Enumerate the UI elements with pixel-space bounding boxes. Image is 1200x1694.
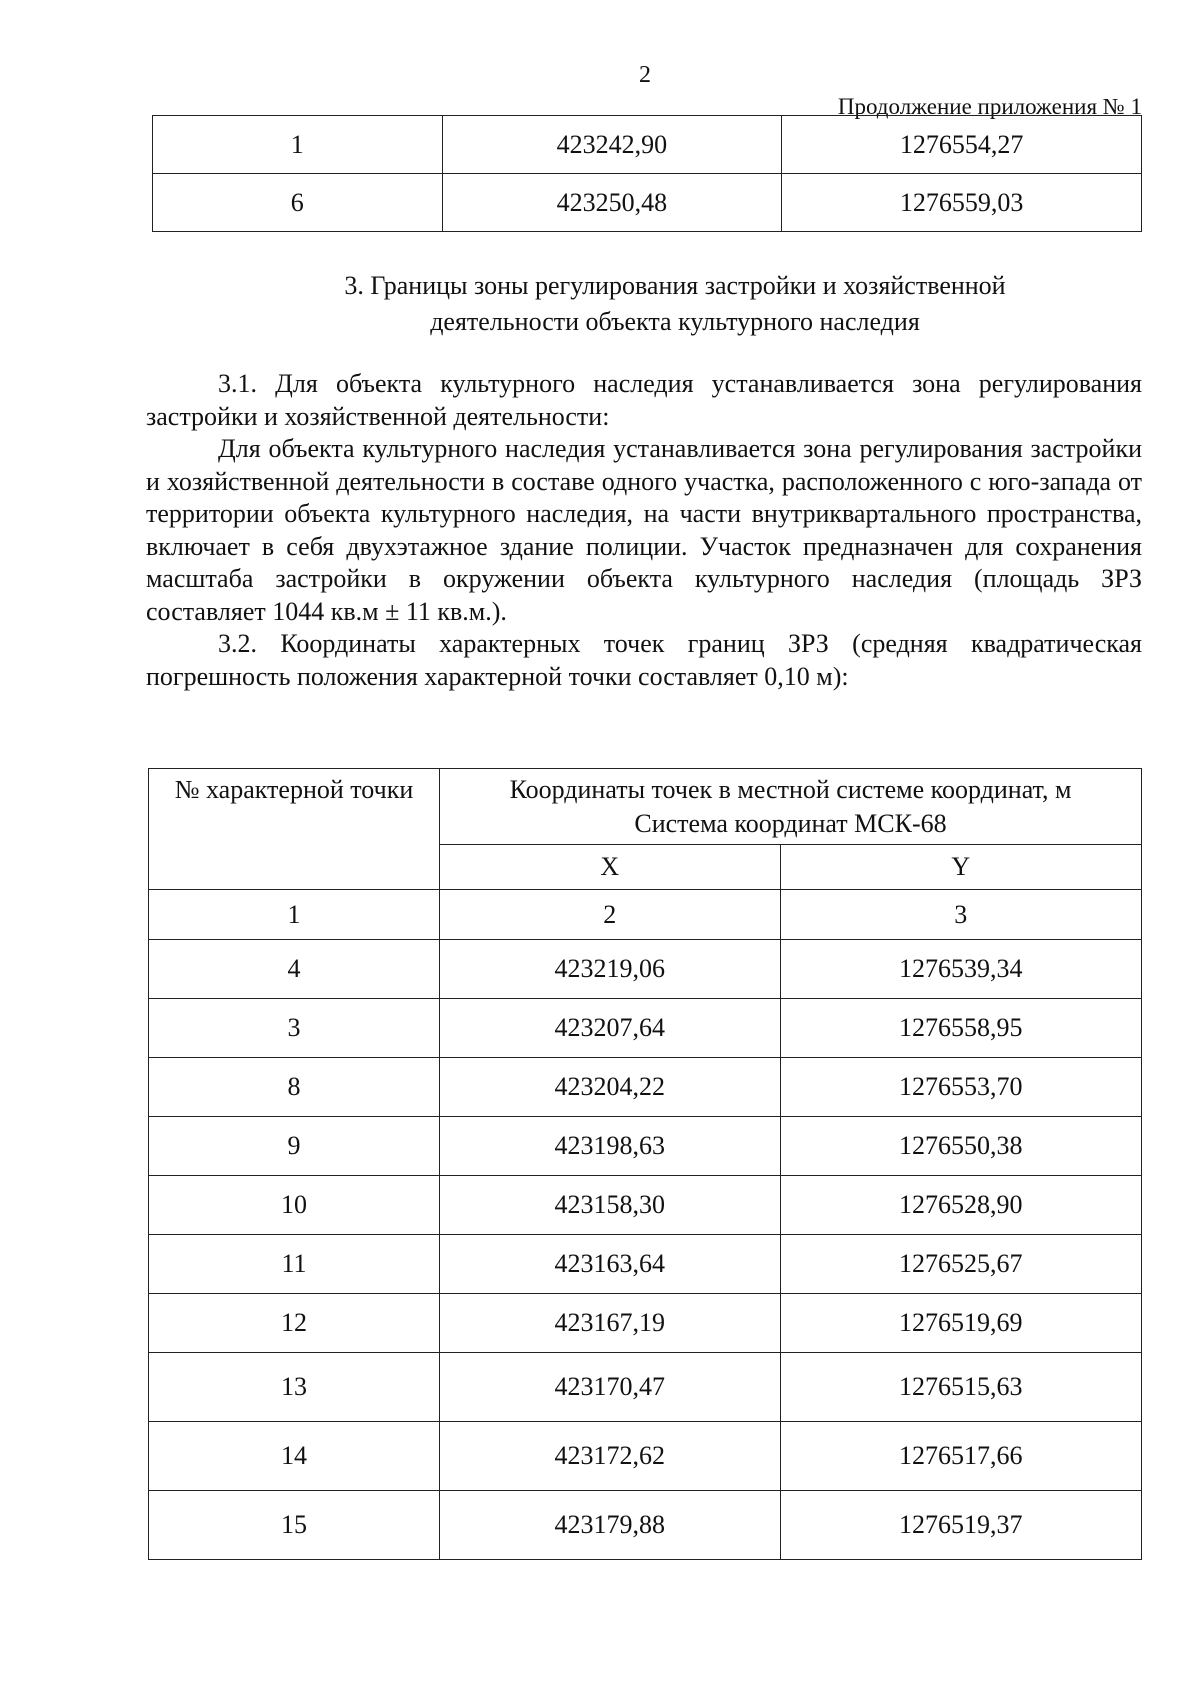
table-cell-y: 1276519,69 <box>780 1294 1141 1353</box>
table-row <box>149 1176 1142 1235</box>
table-cell-x: 423172,62 <box>440 1422 781 1491</box>
table-header-row <box>149 769 1142 845</box>
table-cell-x: 423207,64 <box>440 999 781 1058</box>
paragraph-3-1: 3.1. Для объекта культурного наследия устанавливается зона регулирования застройки и хозяйственной деятельности: <box>146 369 1142 431</box>
table-cell-y: 1276550,38 <box>780 1117 1141 1176</box>
table-cell-point: 8 <box>149 1058 440 1117</box>
table-row <box>153 116 1142 174</box>
table-cell-x: 423219,06 <box>440 940 781 999</box>
table-cell-y: 1276554,27 <box>782 116 1142 174</box>
table-cell-y: 1276553,70 <box>780 1058 1141 1117</box>
coordinates-table <box>148 768 1142 1560</box>
table-row <box>149 1235 1142 1294</box>
header-coordinates-line-2: Система координат МСК-68 <box>634 808 947 838</box>
column-number: 3 <box>780 890 1141 940</box>
table-cell-point: 4 <box>149 940 440 999</box>
table-row <box>149 1058 1142 1117</box>
table-cell-point: 12 <box>149 1294 440 1353</box>
header-coordinates-line-1: Координаты точек в местной системе координат, м <box>509 774 1072 804</box>
body-text <box>146 368 1142 693</box>
page-number: 2 <box>639 62 651 88</box>
table-cell-point: 13 <box>149 1353 440 1422</box>
table-cell-y: 1276539,34 <box>780 940 1141 999</box>
table-cell-y: 1276558,95 <box>780 999 1141 1058</box>
table-row <box>149 1117 1142 1176</box>
table-cell-point: 15 <box>149 1491 440 1560</box>
table-cell-point: 10 <box>149 1176 440 1235</box>
paragraph-zone-description: Для объекта культурного наследия устанавливается зона регулирования застройки и хозяйственной деятельности в составе одного участка, расположенного с юго-запада от территории объекта культурного наследия, на части внутриквартального пространства, включает в себя двухэтажное здание полиции. Участок предназначен для сохранения масштаба застройки в окружении объекта культурного наследия (площадь ЗРЗ составляет 1044 кв.м ± 11 кв.м.). <box>146 434 1142 626</box>
table-row <box>149 1294 1142 1353</box>
table-cell-x: 423250,48 <box>442 174 782 232</box>
header-point-number: № характерной точки <box>149 769 440 890</box>
table-cell-x: 423204,22 <box>440 1058 781 1117</box>
table-cell-point: 14 <box>149 1422 440 1491</box>
table-cell-y: 1276515,63 <box>780 1353 1141 1422</box>
section-heading-line-1: 3. Границы зоны регулирования застройки и хозяйственной <box>344 271 1006 300</box>
table-row <box>149 1422 1142 1491</box>
table-cell-x: 423158,30 <box>440 1176 781 1235</box>
table-cell-x: 423198,63 <box>440 1117 781 1176</box>
table-cell-y: 1276528,90 <box>780 1176 1141 1235</box>
table-row <box>149 1353 1142 1422</box>
table-row <box>149 940 1142 999</box>
table-cell-y: 1276517,66 <box>780 1422 1141 1491</box>
table-cell-x: 423179,88 <box>440 1491 781 1560</box>
table-cell-point: 3 <box>149 999 440 1058</box>
header-x: X <box>440 845 781 890</box>
table-cell-point: 11 <box>149 1235 440 1294</box>
table-cell-y: 1276519,37 <box>780 1491 1141 1560</box>
table-cell-x: 423163,64 <box>440 1235 781 1294</box>
continuation-label: Продолжение приложения № 1 <box>837 94 1142 119</box>
table-row <box>153 174 1142 232</box>
table-cell-x: 423242,90 <box>442 116 782 174</box>
paragraph-3-2: 3.2. Координаты характерных точек границ ЗРЗ (средняя квадратическая погрешность положения характерной точки составляет 0,10 м): <box>146 629 1142 691</box>
table-cell-point: 1 <box>153 116 443 174</box>
table-cell-x: 423167,19 <box>440 1294 781 1353</box>
table-row <box>149 1491 1142 1560</box>
column-numbers-row <box>149 890 1142 940</box>
column-number: 2 <box>440 890 781 940</box>
top-coordinates-table <box>152 115 1142 232</box>
header-coordinates <box>440 769 1142 845</box>
table-cell-point: 9 <box>149 1117 440 1176</box>
table-cell-y: 1276525,67 <box>780 1235 1141 1294</box>
table-row <box>149 999 1142 1058</box>
table-cell-y: 1276559,03 <box>782 174 1142 232</box>
table-cell-point: 6 <box>153 174 443 232</box>
header-y: Y <box>780 845 1141 890</box>
column-number: 1 <box>149 890 440 940</box>
table-cell-x: 423170,47 <box>440 1353 781 1422</box>
section-heading-line-2: деятельности объекта культурного наследия <box>430 307 920 336</box>
section-heading <box>150 268 1200 340</box>
